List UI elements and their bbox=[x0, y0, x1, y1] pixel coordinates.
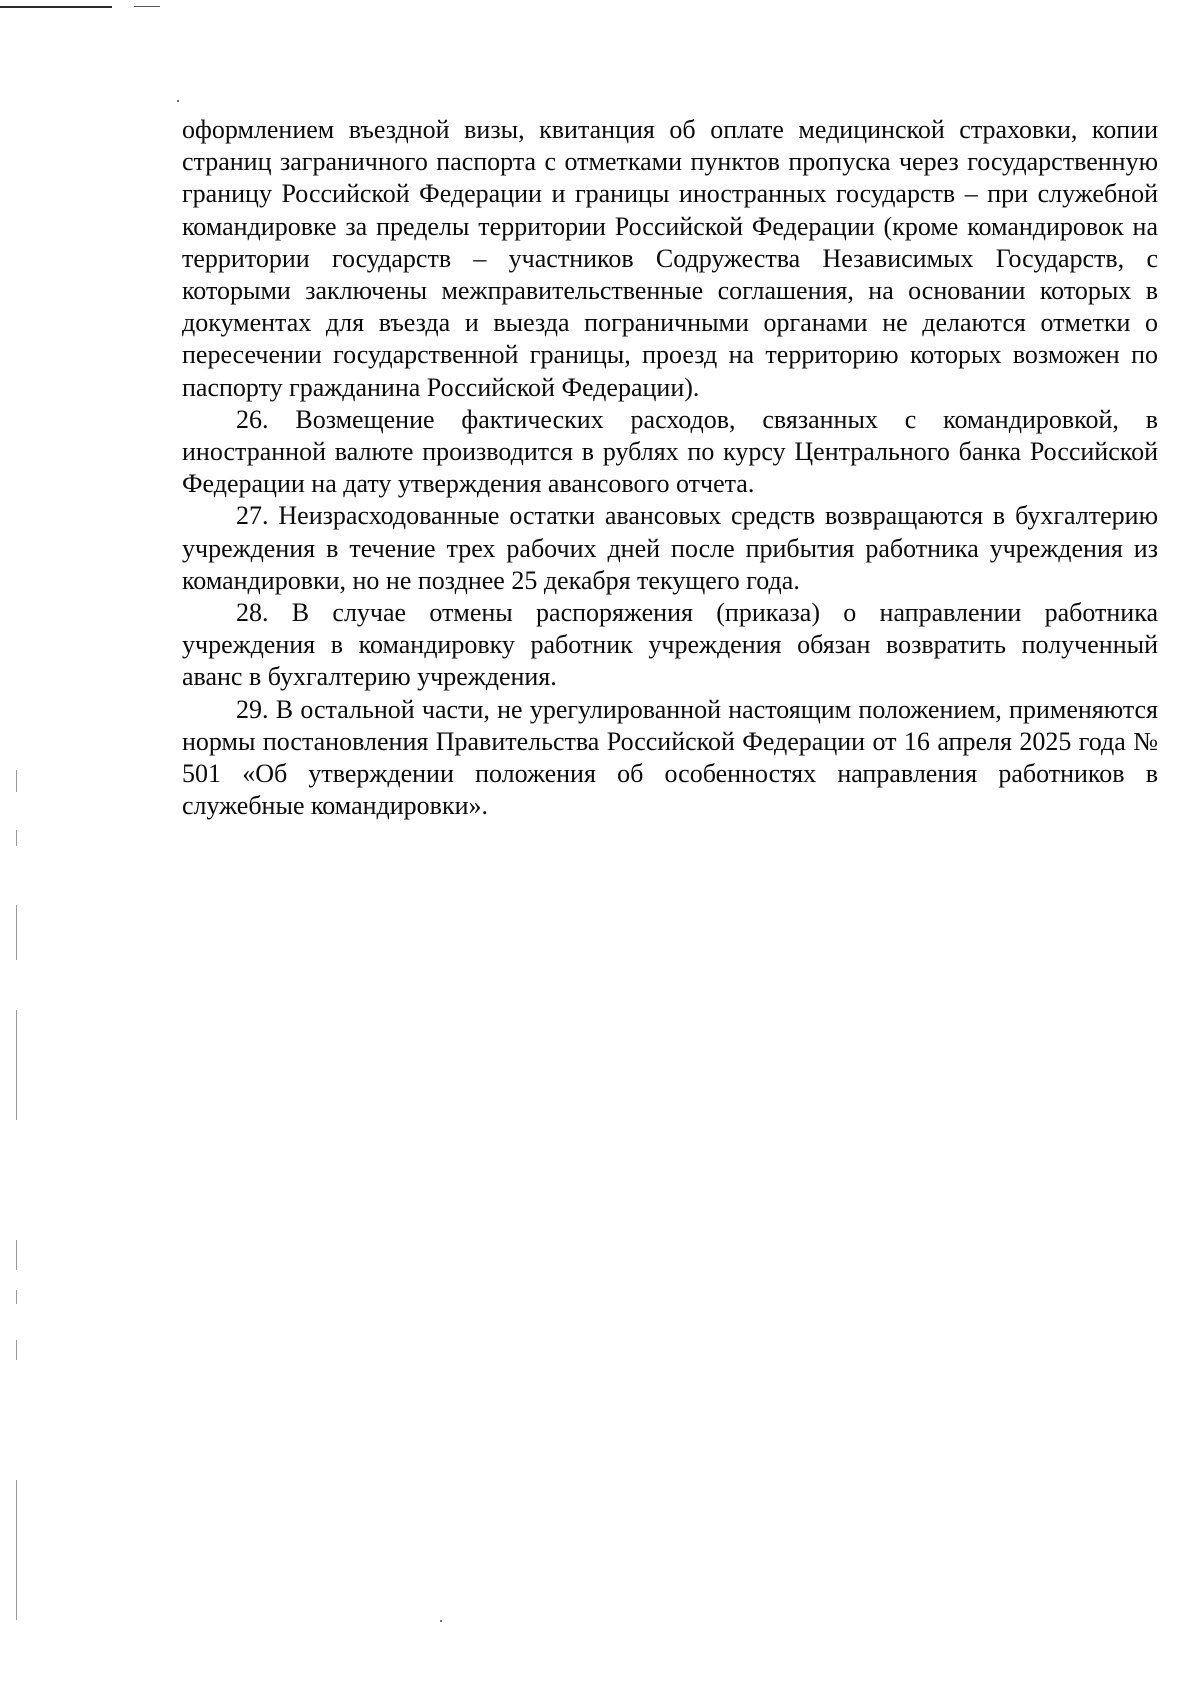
scan-speck bbox=[440, 1620, 442, 1622]
scan-edge-mark bbox=[16, 1010, 17, 1120]
scan-edge-mark bbox=[16, 1480, 17, 1620]
scan-edge-mark bbox=[16, 770, 17, 792]
scan-artifact-line bbox=[134, 6, 160, 7]
scan-artifact-line bbox=[0, 6, 112, 8]
paragraph-item-29: 29. В остальной части, не урегулированной настоящим положением, применяются нормы постановления Правительства Российской Федерации от 16 апреля 2025 года № 501 «Об утверждении положения об особенностях направления работников в служебные командировки». bbox=[182, 694, 1158, 821]
paragraph-item-27: 27. Неизрасходованные остатки авансовых средств возвращаются в бухгалтерию учреждения в течение трех рабочих дней после прибытия работника учреждения из командировки, но не позднее 25 декабря текущего года. bbox=[182, 501, 1158, 595]
paragraph-item-26: 26. Возмещение фактических расходов, связанных с командировкой, в иностранной валюте производится в рублях по курсу Центрального банка Российской Федерации на дату утверждения авансового отчета. bbox=[182, 404, 1158, 499]
scan-edge-mark bbox=[16, 1340, 17, 1360]
scan-speck bbox=[177, 100, 179, 102]
paragraph-continuation: оформлением въездной визы, квитанция об оплате медицинской страховки, копии страниц заграничного паспорта с отметками пунктов пропуска через государственную границу Российской Федерации и границы иностранных государств – при служебной командировке за пределы территории Российской Федерации (кроме командировок на территории государств – участников Содружества Независимых Государств, с которыми заключены межправительственные соглашения, на основании которых в документах для въезда и выезда пограничными органами не делаются отметки о пересечении государственной границы, проезд на территорию которых возможен по паспорту гражданина Российской Федерации). bbox=[182, 115, 1158, 402]
scan-edge-mark bbox=[16, 830, 17, 846]
scan-edge-mark bbox=[16, 1290, 17, 1304]
scan-edge-mark bbox=[16, 905, 17, 960]
paragraph-item-28: 28. В случае отмены распоряжения (приказа) о направлении работника учреждения в командировку работник учреждения обязан возвратить полученный аванс в бухгалтерию учреждения. bbox=[182, 598, 1158, 692]
scan-edge-mark bbox=[16, 1240, 17, 1270]
document-body bbox=[182, 114, 1158, 822]
